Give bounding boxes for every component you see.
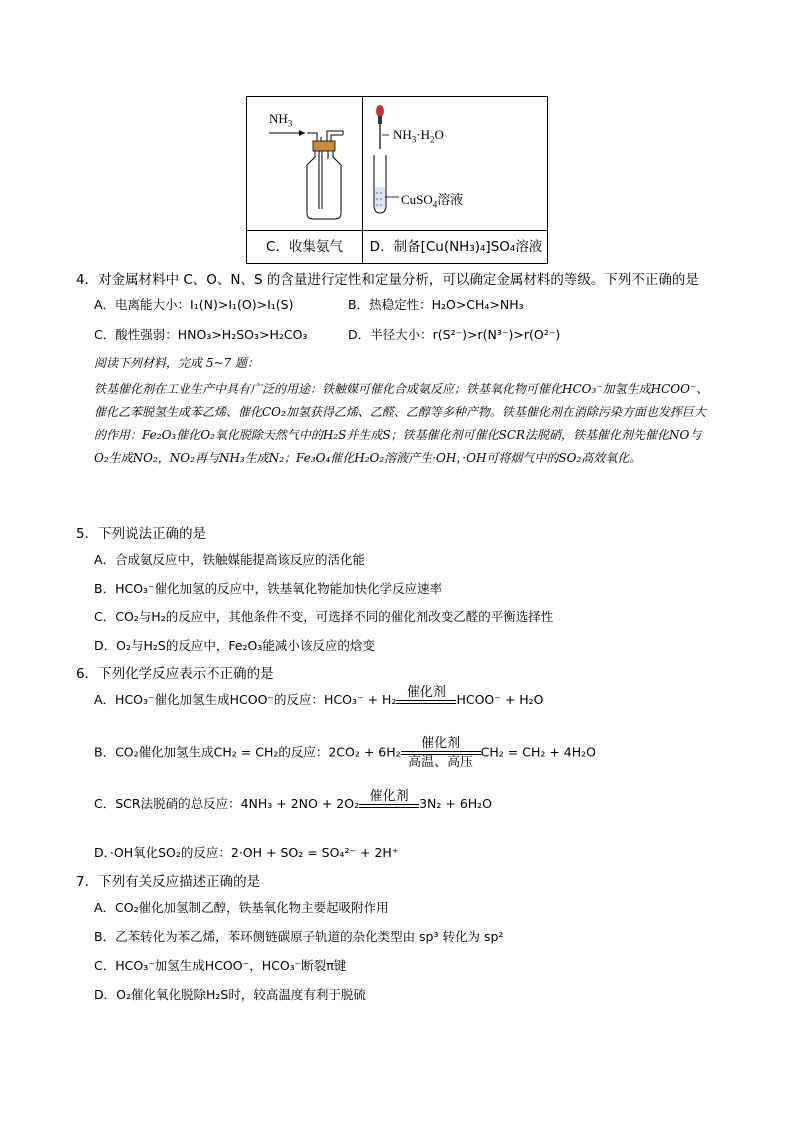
question-5-stem: 5．下列说法正确的是: [76, 526, 207, 542]
apparatus-table: [246, 96, 548, 264]
q4-option-c: C．酸性强弱：HNO₃>H₂SO₃>H₂CO₃: [94, 327, 308, 342]
material-intro: 阅读下列材料，完成 5~7 题：: [94, 356, 259, 370]
question-7-stem: 7．下列有关反应描述正确的是: [76, 874, 261, 890]
question-6-stem: 6．下列化学反应表示不正确的是: [76, 666, 274, 682]
question-4-stem: 4．对金属材料中 C、O、N、S 的含量进行定性和定量分析，可以确定金属材料的等级。下列不正确的是: [76, 272, 699, 288]
nh3-label: $NH_3$: [269, 111, 293, 129]
option-d-caption: D．制备[Cu(NH₃)₄]SO₄溶液: [369, 239, 543, 255]
q6-option-d: D．·OH氧化SO₂的反应：2·OH + SO₂ = SO₄²⁻ + 2H⁺: [94, 845, 399, 860]
q5-option-d: D．O₂与H₂S的反应中，Fe₂O₃能减小该反应的焓变: [94, 638, 375, 653]
material-body: 铁基催化剂在工业生产中具有广泛的用途：铁触媒可催化合成氨反应；铁基氧化物可催化HCO₃⁻加氢生成HCOO⁻、催化乙苯脱氢生成苯乙烯、催化CO₂加氢获得乙烯、乙醛、乙醇等多种产物。铁基催化剂在消除污染方面也发挥巨大的作用：Fe₂O₃催化O₂氧化脱除天然气中的H₂S并生成S；铁基催化剂可催化SCR法脱硝，铁基催化剂先催化NO与O₂生成NO₂，NO₂再与NH₃生成N₂；Fe₃O₄催化H₂O₂溶液产生·OH，·OH可将烟气中的SO₂高效氧化。: [94, 382, 709, 465]
dropper-testtube-diagram: [363, 97, 549, 230]
q4-option-d: D．半径大小：r(S²⁻)>r(N³⁻)>r(O²⁻): [348, 327, 561, 342]
q4-option-a: A．电离能大小：I₁(N)>I₁(O)>I₁(S): [94, 297, 294, 312]
option-c-caption: C．收集氨气: [266, 239, 343, 255]
q5-option-a: A．合成氨反应中，铁触媒能提高该反应的活化能: [94, 552, 366, 567]
q4-option-b: B．热稳定性：H₂O>CH₄>NH₃: [348, 297, 524, 312]
cuso4-label: CuSO$_4$溶液: [401, 192, 464, 210]
q6-option-a: A．HCO₃⁻催化加氢生成HCOO⁻的反应：HCO₃⁻ + H₂ 催化剂 HCOO⁻ + H₂O: [94, 685, 544, 707]
gas-bottle-diagram: [247, 97, 362, 230]
q7-option-a: A．CO₂催化加氢制乙醇，铁基氧化物主要起吸附作用: [94, 900, 389, 915]
q5-option-b: B．HCO₃⁻催化加氢的反应中，铁基氧化物能加快化学反应速率: [94, 581, 443, 596]
q7-option-b: B．乙苯转化为苯乙烯，苯环侧链碳原子轨道的杂化类型由 sp³ 转化为 sp²: [94, 929, 504, 944]
q6-option-c: C．SCR法脱硝的总反应：4NH₃ + 2NO + 2O₂ 催化剂 3N₂ + 6H₂O: [94, 789, 493, 811]
ammonia-water-label: $NH_3\cdot H_2O$: [393, 127, 444, 145]
q7-option-c: C．HCO₃⁻加氢生成HCOO⁻，HCO₃⁻断裂π键: [94, 958, 347, 973]
q7-option-d: D．O₂催化氧化脱除H₂S时，较高温度有利于脱硫: [94, 987, 366, 1002]
q5-option-c: C．CO₂与H₂的反应中，其他条件不变，可选择不同的催化剂改变乙醛的平衡选择性: [94, 609, 554, 624]
q6-option-b: B．CO₂催化加氢生成CH₂ = CH₂的反应：2CO₂ + 6H₂ 催化剂 高温、高压 CH₂ = CH₂ + 4H₂O: [94, 736, 596, 770]
